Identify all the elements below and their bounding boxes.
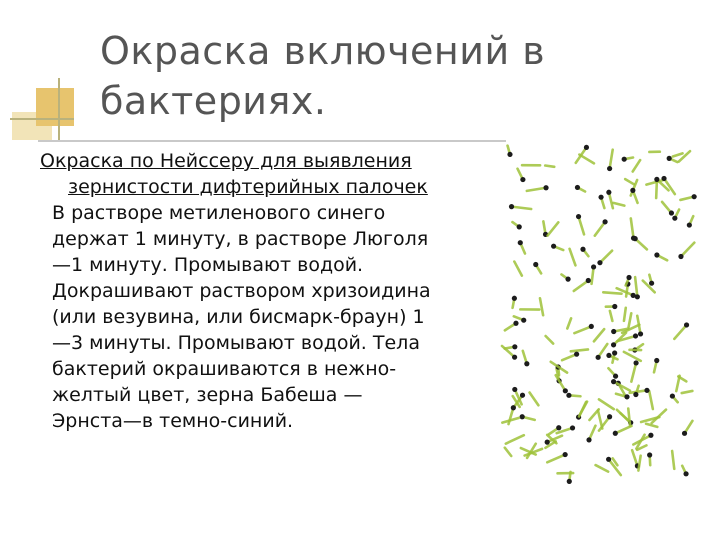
title-rule (38, 140, 506, 142)
granule-dot (512, 296, 517, 301)
bacterium-rod (545, 166, 554, 167)
bacterium-rod (599, 399, 614, 409)
granule-dot (566, 393, 571, 398)
slide-title (100, 26, 545, 126)
decor-square (36, 88, 74, 126)
bacterium-rod (548, 222, 559, 235)
bacterium-rod (594, 329, 604, 341)
granule-dot (570, 425, 575, 430)
granule-dot (684, 322, 689, 327)
granule-dot (567, 479, 572, 484)
bacterium-rod (527, 188, 546, 191)
granule-dot (633, 333, 638, 338)
subtitle-line: Окраска по Нейссеру для выявления (40, 150, 412, 172)
bacterium-rod (682, 391, 693, 393)
granule-dot (667, 156, 672, 161)
bacterium-rod (615, 426, 631, 433)
granule-dot (512, 355, 517, 360)
bacterium-rod (574, 281, 588, 291)
bacterium-rod (547, 455, 565, 463)
granule-dot (563, 452, 568, 457)
granule-dot (589, 324, 594, 329)
bacterium-rod (649, 391, 653, 409)
granule-dot (520, 177, 525, 182)
subtitle-line: зернистости дифтерийных палочек (68, 176, 428, 198)
bacterium-rod (506, 435, 524, 443)
bacterium-rod (646, 424, 657, 427)
granule-dot (692, 194, 697, 199)
body-line: бактерий окрашиваются в нежно- (52, 358, 397, 380)
bacterium-rod (514, 262, 522, 276)
bacterium-rod (629, 313, 632, 327)
body-line: —3 минуты. Промывают водой. Тела (52, 332, 420, 354)
bacterium-rod (676, 376, 679, 391)
granule-dot (606, 190, 611, 195)
bacterium-rod (624, 352, 641, 361)
slide-content (40, 148, 500, 434)
bacterium-rod (530, 393, 539, 406)
body-line: В растворе метиленового синего (52, 202, 386, 224)
bacterium-rod (613, 203, 624, 206)
bacterium-rod (574, 326, 591, 333)
body-line: —1 минуту. Промывают водой. (52, 254, 364, 276)
bacterium-rod (610, 311, 613, 321)
bacterium-rod (512, 207, 532, 209)
granule-dot (683, 471, 688, 476)
bacterium-rod (633, 160, 640, 171)
granule-dot (545, 440, 550, 445)
granule-dot (513, 321, 518, 326)
granule-dot (661, 176, 666, 181)
granule-dot (654, 177, 659, 182)
granule-dot (520, 414, 525, 419)
granule-dot (611, 342, 616, 347)
granule-dot (612, 304, 617, 309)
slide-title-line: Окраска включений в (100, 29, 546, 73)
body-line: держат 1 минуту, в растворе Люголя (52, 228, 429, 250)
slide-title-line: бактериях. (100, 79, 327, 123)
granule-dot (607, 414, 612, 419)
bacterium-rod (631, 363, 636, 382)
bacterium-rod (579, 402, 586, 417)
granule-dot (517, 224, 522, 229)
bacterium-rod (610, 150, 613, 169)
granule-dot (669, 210, 674, 215)
granule-dot (596, 355, 601, 360)
granule-dot (687, 222, 692, 227)
granule-dot (644, 388, 649, 393)
body-line: желтый цвет, зерна Бабеша — (52, 384, 363, 406)
granule-dot (611, 379, 616, 384)
granule-dot (509, 204, 514, 209)
subtitle (40, 148, 500, 200)
granule-dot (512, 387, 517, 392)
granule-dot (611, 329, 616, 334)
bacterium-rod (603, 292, 621, 293)
granule-dot (586, 278, 591, 283)
granule-dot (512, 344, 517, 349)
granule-dot (551, 244, 556, 249)
granule-dot (586, 437, 591, 442)
granule-dot (678, 254, 683, 259)
granule-dot (518, 240, 523, 245)
bacterium-rod (540, 298, 543, 315)
granule-dot (624, 394, 629, 399)
bacterium-rod (635, 277, 637, 297)
decor-line-horizontal (10, 118, 74, 120)
bacterium-rod (505, 448, 511, 456)
granule-dot (649, 281, 654, 286)
granule-dot (638, 331, 643, 336)
bacterium-rod (638, 456, 640, 471)
granule-dot (591, 264, 596, 269)
granule-dot (511, 405, 516, 410)
bacterium-rod (571, 349, 588, 351)
granule-dot (574, 352, 579, 357)
granule-dot (556, 425, 561, 430)
bacterium-rod (579, 155, 594, 164)
granule-dot (630, 188, 635, 193)
bacterium-rod (596, 465, 609, 472)
granule-dot (672, 216, 677, 221)
bacterium-rod (625, 179, 634, 184)
granule-dot (631, 293, 636, 298)
granule-dot (524, 361, 529, 366)
granule-dot (584, 145, 589, 150)
granule-dot (606, 457, 611, 462)
bacterium-rod (589, 409, 598, 420)
granule-dot (633, 392, 638, 397)
granule-dot (647, 452, 652, 457)
granule-dot (612, 350, 617, 355)
bacterium-rod (570, 249, 576, 266)
granule-dot (670, 393, 675, 398)
body-line: Докрашивают раствором хризоидина (52, 280, 431, 302)
granule-dot (631, 236, 636, 241)
bacterium-rod (673, 153, 683, 156)
bacterium-rod (567, 318, 571, 328)
bacterium-rod (631, 218, 634, 238)
bacterium-rod (579, 217, 584, 235)
granule-dot (607, 166, 612, 171)
granule-dot (576, 214, 581, 219)
granule-dot (520, 393, 525, 398)
bacterium-rod (672, 451, 674, 469)
granule-dot (543, 185, 548, 190)
granule-dot (521, 318, 526, 323)
granule-dot (507, 152, 512, 157)
bacterium-rod (681, 243, 694, 257)
granule-dot (633, 360, 638, 365)
granule-dot (597, 260, 602, 265)
granule-dot (648, 433, 653, 438)
granule-dot (602, 219, 607, 224)
granule-dot (580, 247, 585, 252)
granule-dot (598, 195, 603, 200)
bacterium-rod (652, 410, 666, 423)
granule-dot (575, 185, 580, 190)
granule-dot (606, 353, 611, 358)
bacterium-rod (624, 308, 626, 321)
microscopy-image-icon (500, 142, 700, 522)
decor-line-vertical (58, 78, 60, 140)
granule-dot (613, 374, 618, 379)
bacterium-rod (628, 409, 630, 426)
granule-dot (533, 262, 538, 267)
granule-dot (626, 275, 631, 280)
body-line: Эрнста—в темно-синий. (52, 410, 294, 432)
body-line: (или везувина, или бисмарк-браун) 1 (52, 306, 425, 328)
granule-dot (682, 431, 687, 436)
granule-dot (613, 431, 618, 436)
bacterium-rod (556, 375, 566, 391)
bacterium-rod (674, 325, 686, 339)
granule-dot (654, 252, 659, 257)
granule-dot (565, 277, 570, 282)
body-paragraph (40, 200, 500, 434)
granule-dot (654, 358, 659, 363)
granule-dot (622, 157, 627, 162)
bacterium-rod (546, 336, 554, 344)
granule-dot (563, 388, 568, 393)
